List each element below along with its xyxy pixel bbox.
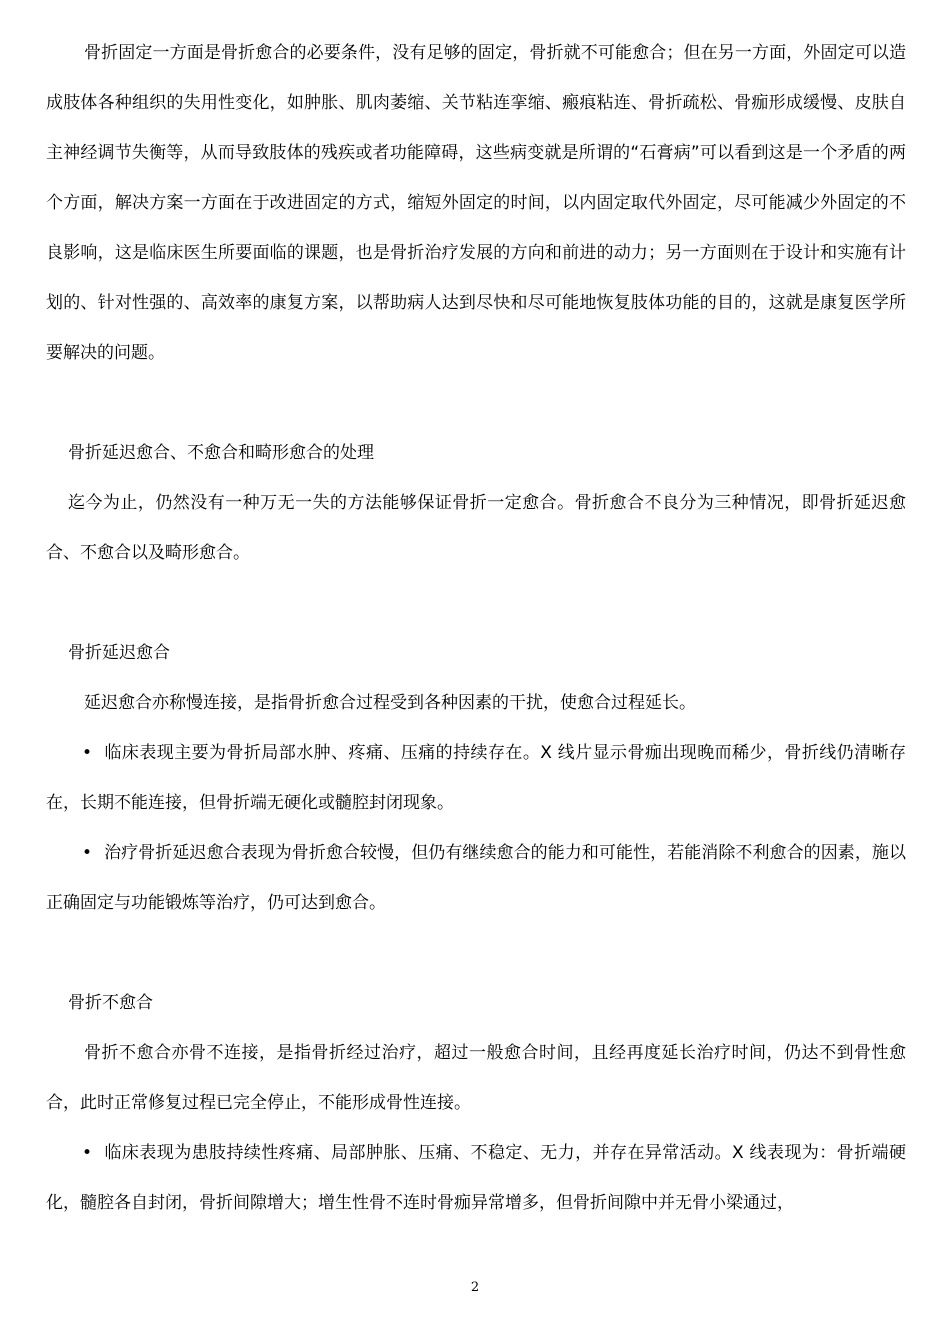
section-heading-nonunion: 骨折不愈合 (68, 993, 153, 1013)
spacer (46, 378, 906, 428)
paragraph-nonunion-definition: 骨折不愈合亦骨不连接，是指骨折经过治疗，超过一般愈合时间，且经再度延长治疗时间，仍达不到骨性愈合，此时正常修复过程已完全停止，不能形成骨性连接。 (46, 1043, 906, 1113)
section-heading-delayed-union: 骨折延迟愈合 (68, 643, 170, 663)
paragraph-intro: 迄今为止，仍然没有一种万无一失的方法能够保证骨折一定愈合。骨折愈合不良分为三种情况，即骨折延迟愈合、不愈合以及畸形愈合。 (46, 493, 906, 563)
paragraph-fixation: 骨折固定一方面是骨折愈合的必要条件，没有足够的固定，骨折就不可能愈合；但在另一方面，外固定可以造成肢体各种组织的失用性变化，如肿胀、肌肉萎缩、关节粘连挛缩、瘢痕粘连、骨折疏松、骨痂形成缓慢、皮肤自主神经调节失衡等，从而导致肢体的残疾或者功能障碍，这些病变就是所谓的“石膏病”可以看到这是一个矛盾的两个方面，解决方案一方面在于改进固定的方式，缩短外固定的时间，以内固定取代外固定，尽可能减少外固定的不良影响，这是临床医生所要面临的课题，也是骨折治疗发展的方向和前进的动力；另一方面则在于设计和实施有计划的、针对性强的、高效率的康复方案，以帮助病人达到尽快和尽可能地恢复肢体功能的目的，这就是康复医学所要解决的问题。 (46, 43, 906, 363)
page-number: 2 (470, 1280, 480, 1295)
bullet-text: 临床表现主要为骨折局部水肿、疼痛、压痛的持续存在。X 线片显示骨痂出现晚而稀少，骨折线仍清晰存在，长期不能连接，但骨折端无硬化或髓腔封闭现象。 (46, 743, 906, 813)
bullet-icon: • (82, 1143, 93, 1163)
section-heading-nonunion-treatment: 骨折延迟愈合、不愈合和畸形愈合的处理 (68, 443, 374, 463)
paragraph-delayed-union-definition: 延迟愈合亦称慢连接，是指骨折愈合过程受到各种因素的干扰，使愈合过程延长。 (84, 693, 696, 713)
bullet-item-nonunion-clinical (46, 1128, 906, 1228)
bullet-icon: • (82, 843, 93, 863)
spacer (46, 578, 906, 628)
bullet-icon: • (82, 743, 93, 763)
bullet-text: 治疗骨折延迟愈合表现为骨折愈合较慢，但仍有继续愈合的能力和可能性，若能消除不利愈合的因素，施以正确固定与功能锻炼等治疗，仍可达到愈合。 (46, 843, 906, 913)
spacer (46, 928, 906, 978)
bullet-item-delayed-clinical (46, 728, 906, 828)
bullet-item-delayed-treatment (46, 828, 906, 928)
bullet-text: 临床表现为患肢持续性疼痛、局部肿胀、压痛、不稳定、无力，并存在异常活动。X 线表现为：骨折端硬化，髓腔各自封闭，骨折间隙增大；增生性骨不连时骨痂异常增多，但骨折间隙中并无骨小梁通过， (46, 1143, 906, 1213)
document-page (46, 28, 906, 1228)
